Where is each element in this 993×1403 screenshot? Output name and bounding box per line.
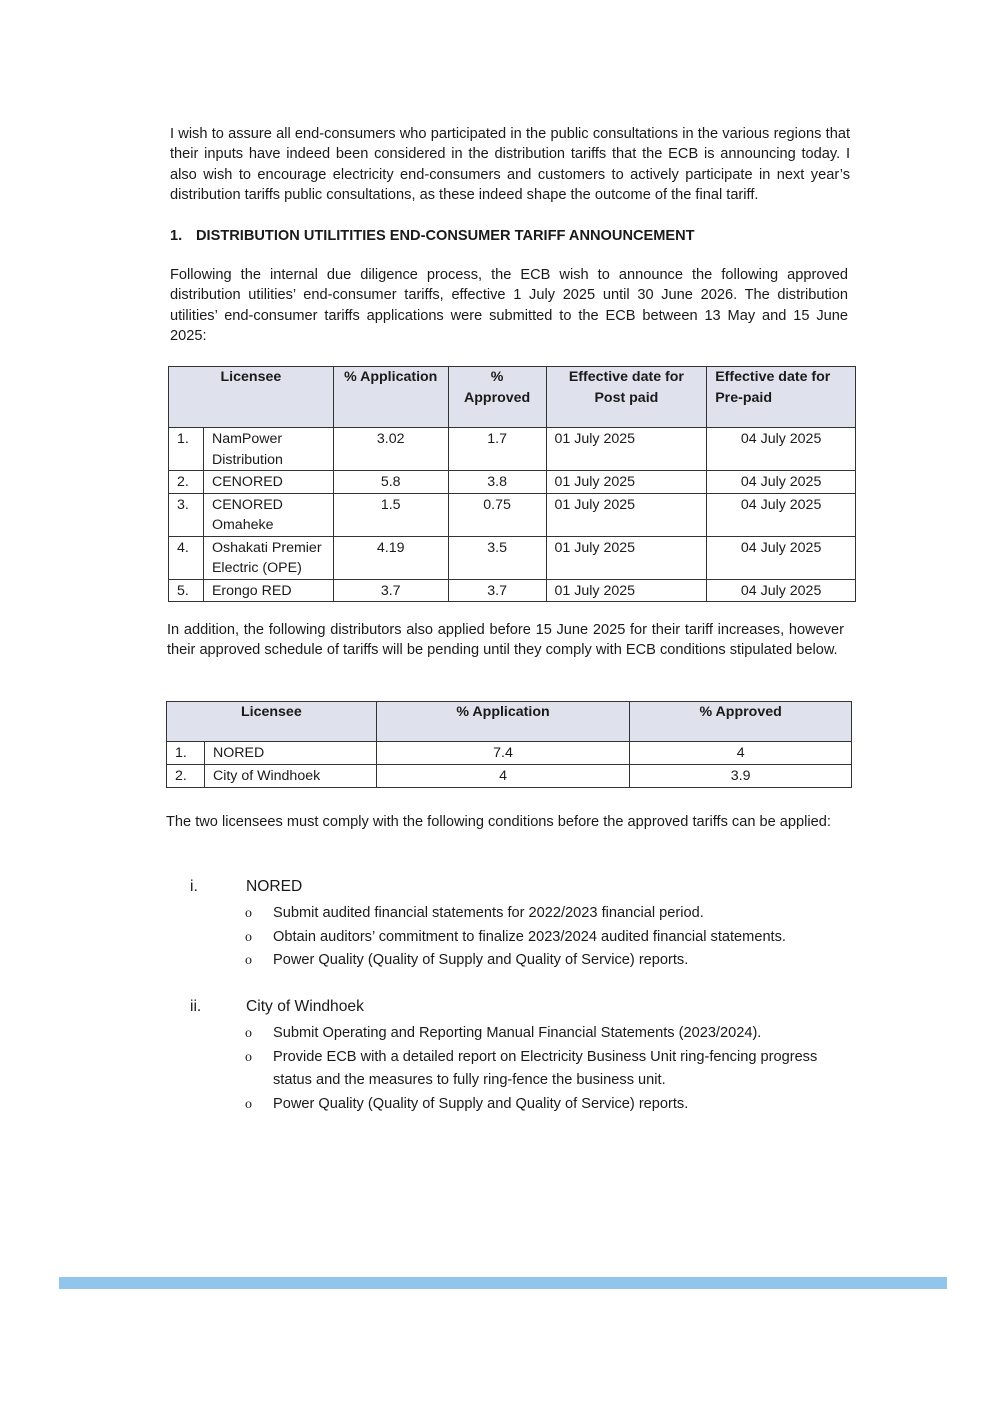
row-postpaid-date: 01 July 2025 [546, 428, 707, 471]
table-header-row [169, 367, 856, 428]
row-approved: 1.7 [448, 428, 546, 471]
condition-list-windhoek [245, 1022, 845, 1116]
row-licensee: City of Windhoek [204, 765, 376, 788]
header-approved-word: Approved [463, 389, 531, 406]
announcement-paragraph: Following the internal due diligence process, the ECB wish to announce the following approved distribution utilities’ end-consumer tariffs, effective 1 July 2025 until 30 June 2026. The distribution utilities’ end-consumer tariffs applications were submitted to the ECB between 13 May and 15 June 2025: [170, 267, 848, 345]
table-header-row [167, 702, 852, 742]
header-postpaid-line2: Post paid [594, 389, 659, 406]
row-application: 4.19 [333, 536, 448, 579]
row-application: 7.4 [376, 742, 630, 765]
approved-tariffs-table [168, 366, 856, 602]
row-number: 3. [169, 493, 204, 536]
bullet-icon: o [245, 906, 252, 921]
condition-licensee-name: City of Windhoek [246, 998, 364, 1015]
row-number: 1. [167, 742, 205, 765]
row-postpaid-date: 01 July 2025 [546, 471, 707, 494]
header-approved: % Approved [630, 702, 852, 742]
row-licensee: NamPower Distribution [203, 428, 333, 471]
table-row [169, 579, 856, 602]
row-approved: 3.8 [448, 471, 546, 494]
table-row [169, 428, 856, 471]
bullet-icon: o [245, 953, 252, 968]
pending-tariffs-table [166, 701, 852, 788]
row-licensee: CENORED [203, 471, 333, 494]
row-application: 4 [376, 765, 630, 788]
row-number: 5. [169, 579, 204, 602]
table-row [169, 536, 856, 579]
row-approved: 3.5 [448, 536, 546, 579]
header-licensee: Licensee [169, 367, 334, 428]
header-prepaid [707, 367, 856, 428]
pending-paragraph: In addition, the following distributors also applied before 15 June 2025 for their tariff increases, however their approved schedule of tariffs will be pending until they comply with ECB conditions stipulated below. [167, 622, 844, 659]
row-application: 5.8 [333, 471, 448, 494]
row-prepaid-date: 04 July 2025 [707, 428, 856, 471]
conditions-paragraph: The two licensees must comply with the following conditions before the approved tariffs can be applied: [166, 814, 831, 830]
row-number: 2. [169, 471, 204, 494]
section-title: DISTRIBUTION UTILITITIES END-CONSUMER TARIFF ANNOUNCEMENT [196, 228, 695, 244]
row-postpaid-date: 01 July 2025 [546, 579, 707, 602]
section-heading [170, 228, 850, 244]
row-application: 3.7 [333, 579, 448, 602]
condition-list-nored [245, 902, 845, 973]
row-prepaid-date: 04 July 2025 [707, 471, 856, 494]
table-row [167, 742, 852, 765]
condition-numeral: ii. [190, 998, 202, 1015]
row-application: 3.02 [333, 428, 448, 471]
condition-text: Submit audited financial statements for 2022/2023 financial period. [273, 905, 704, 921]
list-item [245, 926, 845, 950]
list-item [245, 902, 845, 926]
row-licensee: Erongo RED [203, 579, 333, 602]
bullet-icon: o [245, 929, 252, 945]
bullet-icon: o [245, 1049, 252, 1065]
row-number: 1. [169, 428, 204, 471]
list-item [245, 1093, 845, 1117]
header-approved [448, 367, 546, 428]
header-prepaid-line1: Effective date for [715, 369, 831, 385]
row-prepaid-date: 04 July 2025 [707, 536, 856, 579]
header-approved-pct: % [490, 369, 504, 385]
row-licensee: CENORED Omaheke [203, 493, 333, 536]
header-postpaid-line1: Effective date for [568, 369, 684, 385]
bullet-icon: o [245, 1026, 252, 1041]
row-licensee: Oshakati Premier Electric (OPE) [203, 536, 333, 579]
table-row [169, 493, 856, 536]
header-prepaid-line2: Pre-paid [715, 389, 772, 406]
header-application: % Application [333, 367, 448, 428]
header-application: % Application [376, 702, 630, 742]
row-licensee: NORED [204, 742, 376, 765]
bullet-icon: o [245, 1096, 252, 1112]
row-approved: 4 [630, 742, 852, 765]
row-application: 1.5 [333, 493, 448, 536]
row-number: 2. [167, 765, 205, 788]
condition-licensee-name: NORED [246, 878, 303, 895]
condition-text: Provide ECB with a detailed report on Electricity Business Unit ring-fencing progress status and the measures to fully ring-fence the business unit. [273, 1048, 818, 1088]
row-number: 4. [169, 536, 204, 579]
table-row [169, 471, 856, 494]
intro-paragraph: I wish to assure all end-consumers who participated in the public consultations in the various regions that their inputs have indeed been considered in the distribution tariffs that the ECB is announcing today. I also wish to encourage electricity end-consumers and customers to actively participate in next year’s distribution tariffs public consultations, as these indeed shape the outcome of the final tariff. [170, 126, 850, 204]
row-postpaid-date: 01 July 2025 [546, 493, 707, 536]
list-item [245, 949, 845, 973]
header-postpaid [546, 367, 707, 428]
row-approved: 3.7 [448, 579, 546, 602]
section-number: 1. [170, 228, 183, 244]
header-licensee: Licensee [167, 702, 377, 742]
footer-bar [59, 1277, 947, 1289]
row-prepaid-date: 04 July 2025 [707, 579, 856, 602]
condition-text: Power Quality (Quality of Supply and Quality of Service) reports. [273, 952, 689, 968]
condition-text: Submit Operating and Reporting Manual Financial Statements (2023/2024). [273, 1025, 762, 1041]
condition-numeral: i. [190, 878, 198, 895]
list-item [245, 1046, 845, 1093]
row-prepaid-date: 04 July 2025 [707, 493, 856, 536]
row-approved: 0.75 [448, 493, 546, 536]
condition-text: Power Quality (Quality of Supply and Quality of Service) reports. [273, 1095, 689, 1112]
condition-text: Obtain auditors’ commitment to finalize 2023/2024 audited financial statements. [273, 928, 786, 945]
table-row [167, 765, 852, 788]
row-postpaid-date: 01 July 2025 [546, 536, 707, 579]
row-approved: 3.9 [630, 765, 852, 788]
list-item [245, 1022, 845, 1046]
